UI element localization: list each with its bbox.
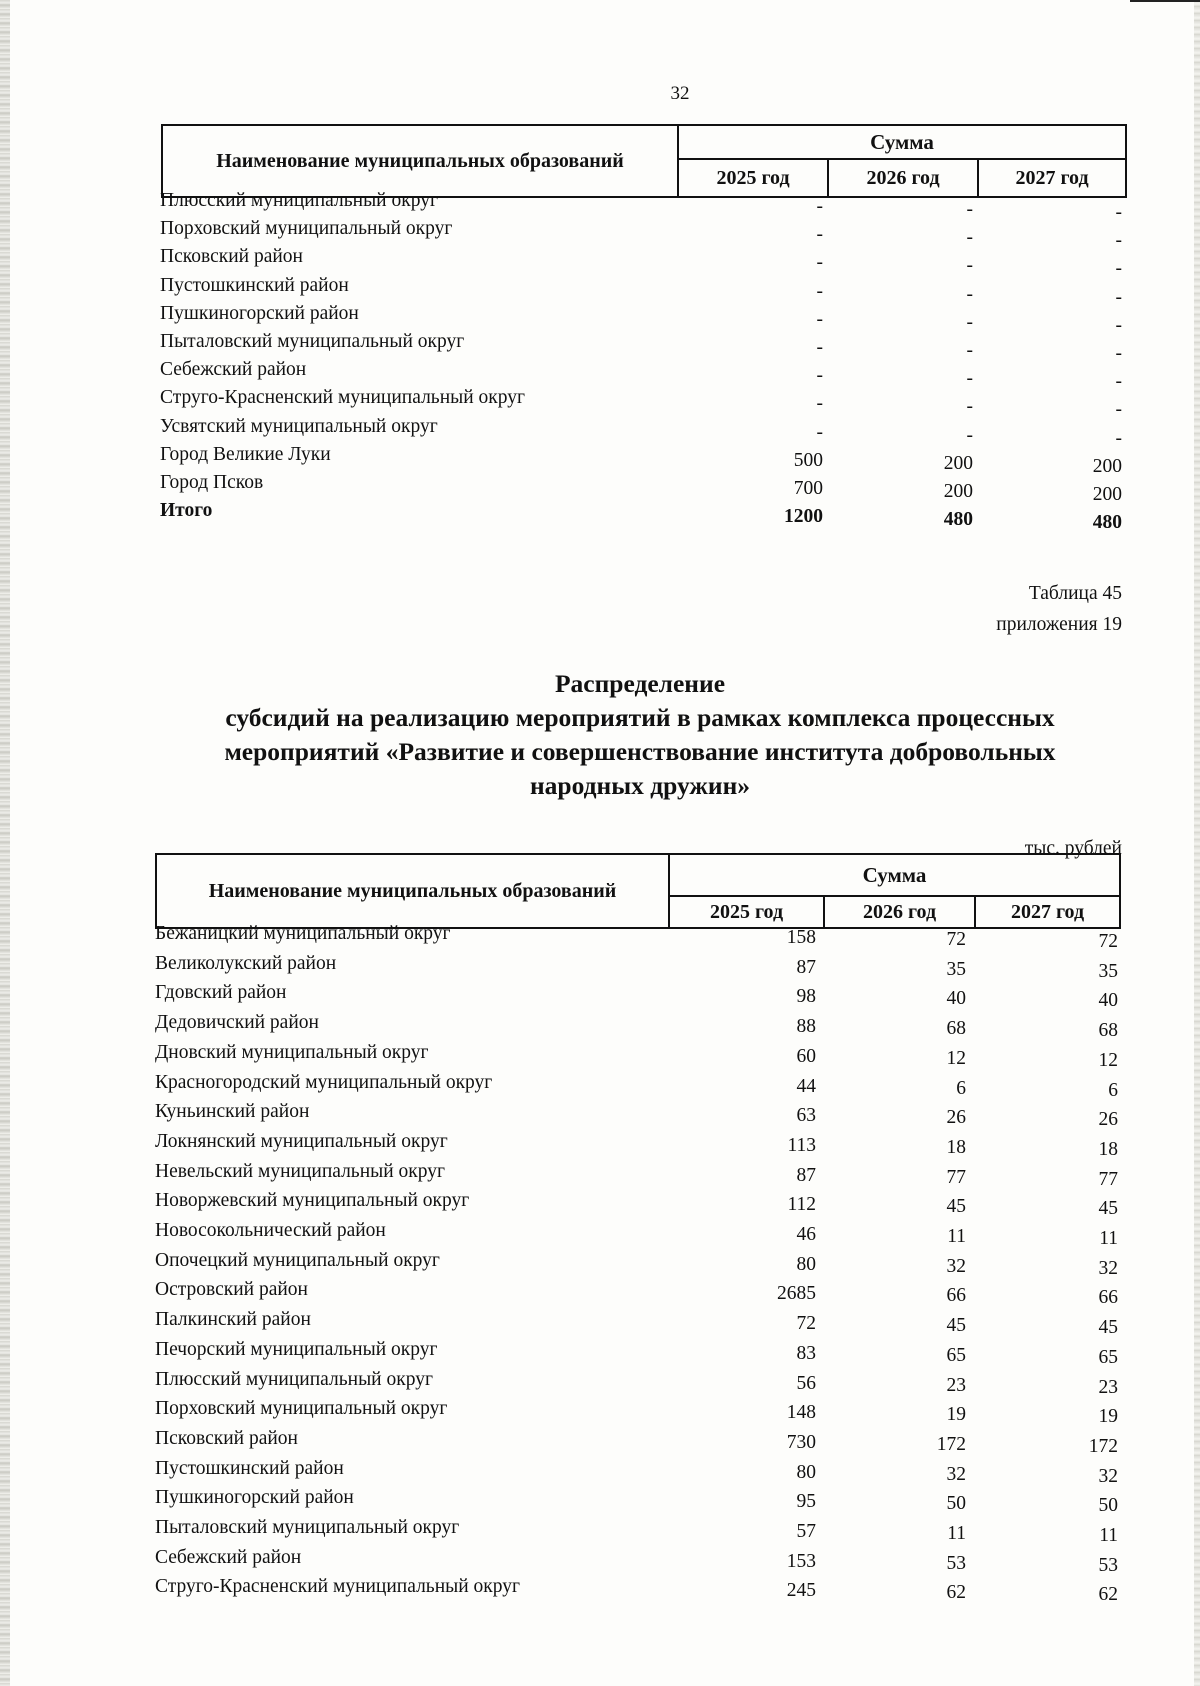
row-value-2026: 35 [946,958,966,980]
row-municipality-name: Пушкиногорский район [160,302,359,324]
row-municipality-name: Пыталовский муниципальный округ [155,1517,460,1538]
row-value-2027: - [1115,258,1122,280]
row-value-2026: - [966,311,973,333]
row-value-2025: 730 [786,1431,816,1453]
row-value-2025: - [816,252,823,274]
row-municipality-name: Гдовский район [155,982,287,1004]
row-municipality-name: Пыталовский муниципальный округ [160,331,465,352]
row-municipality-name: Себежский район [155,1546,302,1568]
row-value-2027: 19 [1098,1406,1118,1428]
row-value-2027: 65 [1098,1346,1118,1368]
table2-year-2026-header: 2026 год [862,900,937,923]
row-value-2027: 45 [1098,1317,1118,1339]
row-municipality-name: Струго-Красненский муниципальный округ [160,387,526,409]
row-value-2025: 72 [796,1313,816,1335]
row-value-2025: 80 [796,1461,816,1483]
table2-header [155,853,1121,929]
row-value-2027: 35 [1098,960,1118,982]
row-value-2026: 18 [946,1136,966,1158]
title-line-4: народных дружин» [529,771,751,800]
row-municipality-name: Невельский муниципальный округ [155,1160,446,1182]
row-value-2027: 200 [1092,455,1122,477]
row-value-2025: 83 [796,1342,816,1364]
row-value-2025: 80 [796,1253,816,1275]
row-value-2027: 200 [1092,484,1122,505]
row-value-2026: - [966,396,973,418]
row-value-2027: - [1115,427,1122,449]
row-value-2026: 45 [946,1196,966,1218]
table-number: Таблица 45 [1028,583,1122,604]
row-value-2026: 65 [946,1344,966,1366]
row-value-2025: 500 [793,449,823,471]
row-value-2026: - [966,255,973,277]
row-value-2027: 45 [1098,1198,1118,1220]
row-value-2025: - [816,421,823,443]
row-value-2025: 245 [786,1580,816,1602]
row-value-2027: - [1115,314,1122,336]
row-municipality-name: Палкинский район [155,1309,311,1331]
row-value-2027: 26 [1098,1109,1118,1131]
row-municipality-name: Порховский муниципальный округ [160,218,453,240]
row-value-2027: 23 [1098,1376,1118,1398]
row-value-2027: 11 [1099,1525,1118,1546]
row-value-2025: 1200 [784,506,823,528]
title-line-1: Распределение [554,669,726,698]
row-value-2026: 12 [946,1047,966,1069]
row-value-2027: 72 [1098,931,1118,952]
row-municipality-name: Бежаницкий муниципальный округ [155,923,451,944]
row-value-2026: 53 [946,1552,966,1574]
row-value-2027: 66 [1098,1287,1118,1309]
units-label: тыс. рублей [1024,838,1122,859]
row-value-2025: - [816,337,823,358]
row-value-2026: 26 [946,1107,966,1129]
row-value-2025: 60 [796,1045,816,1067]
row-value-2025: 46 [796,1224,816,1245]
row-municipality-name: Новосокольнический район [155,1220,386,1241]
row-municipality-name: Струго-Красненский муниципальный округ [155,1576,521,1598]
row-municipality-name: Печорский муниципальный округ [155,1338,438,1360]
row-value-2025: 87 [796,956,816,978]
row-value-2027: 172 [1088,1435,1118,1457]
row-value-2026: - [966,199,973,220]
row-value-2025: - [816,224,823,246]
row-municipality-name: Пустошкинский район [155,1457,344,1479]
row-value-2026: - [966,227,973,249]
row-value-2025: 700 [793,478,823,499]
row-value-2027: 77 [1098,1168,1118,1190]
row-municipality-name: Усвятский муниципальный округ [160,415,438,437]
row-municipality-name: Себежский район [160,359,307,381]
row-value-2026: 23 [946,1374,966,1396]
row-value-2026: 77 [946,1166,966,1188]
row-value-2026: 32 [946,1463,966,1485]
row-value-2027: - [1115,286,1122,308]
row-value-2025: 2685 [777,1283,816,1305]
row-value-2027: - [1115,202,1122,223]
row-value-2025: - [816,280,823,302]
row-value-2027: 6 [1108,1079,1118,1101]
row-value-2027: 40 [1098,990,1118,1012]
row-municipality-name: Город Псков [160,472,264,493]
table1-sum-header: Сумма [870,129,934,154]
row-municipality-name: Итого [160,500,213,522]
row-value-2026: 40 [946,988,966,1010]
row-value-2026: 19 [946,1404,966,1426]
row-municipality-name: Новоржевский муниципальный округ [155,1190,470,1212]
row-value-2025: 63 [796,1105,816,1127]
row-municipality-name: Опочецкий муниципальный округ [155,1249,440,1271]
page-number: 32 [670,83,690,104]
table2-name-col-header: Наименование муниципальных образований [208,879,617,902]
row-value-2025: 158 [786,927,816,948]
row-value-2025: 56 [796,1372,816,1394]
title-line-3: мероприятий «Развитие и совершенствование института добровольных [224,737,1056,766]
row-value-2025: - [816,393,823,415]
table1-year-2026-header: 2026 год [866,166,940,189]
row-municipality-name: Псковский район [155,1427,298,1449]
row-value-2027: 32 [1098,1465,1118,1487]
row-value-2027: - [1115,371,1122,393]
row-value-2025: - [816,308,823,330]
row-value-2027: 18 [1098,1138,1118,1160]
scan-edge-right [1194,0,1200,1686]
appendix-ref: приложения 19 [996,614,1122,635]
row-value-2027: - [1115,343,1122,364]
row-municipality-name: Красногородский муниципальный округ [155,1071,493,1093]
row-value-2026: 45 [946,1315,966,1337]
row-value-2026: 32 [946,1255,966,1277]
table2-sum-header: Сумма [862,862,927,887]
row-value-2026: 200 [943,452,973,474]
row-municipality-name: Дедовичский район [155,1012,319,1034]
row-municipality-name: Порховский муниципальный округ [155,1398,448,1420]
row-value-2026: - [966,340,973,361]
table1-name-col-header: Наименование муниципальных образований [216,149,624,172]
row-value-2027: 53 [1098,1554,1118,1576]
table2-year-2027-header: 2027 год [1010,900,1085,923]
table1-year-2025-header: 2025 год [716,166,790,189]
row-value-2027: 11 [1099,1228,1118,1249]
row-value-2027: 68 [1098,1020,1118,1042]
row-value-2026: - [966,283,973,305]
row-value-2025: - [816,365,823,387]
row-municipality-name: Пушкиногорский район [155,1487,354,1509]
table2-year-2025-header: 2025 год [709,900,784,923]
table1-header [161,124,1127,198]
row-value-2026: 11 [947,1523,966,1544]
row-value-2025: 113 [787,1134,816,1156]
row-value-2027: 62 [1098,1584,1118,1606]
row-municipality-name: Куньинский район [155,1101,310,1123]
row-municipality-name: Локнянский муниципальный округ [155,1130,448,1152]
row-value-2026: 50 [946,1493,966,1515]
row-municipality-name: Плюсский муниципальный округ [155,1368,433,1390]
row-municipality-name: Великолукский район [155,952,337,974]
row-value-2025: 153 [786,1550,816,1572]
row-value-2027: - [1115,230,1122,252]
table1-year-2027-header: 2027 год [1015,166,1089,189]
row-value-2026: 480 [943,509,973,531]
row-value-2025: - [816,196,823,217]
row-value-2026: 11 [947,1226,966,1247]
row-value-2025: 87 [796,1164,816,1186]
row-value-2025: 88 [796,1016,816,1038]
row-value-2026: 72 [946,929,966,950]
row-value-2027: 32 [1098,1257,1118,1279]
row-value-2026: - [966,368,973,390]
row-value-2026: - [966,424,973,446]
row-value-2027: 12 [1098,1049,1118,1071]
row-municipality-name: Город Великие Луки [160,443,331,465]
row-value-2025: 112 [787,1194,816,1216]
row-municipality-name: Дновский муниципальный округ [155,1041,429,1063]
row-value-2027: 50 [1098,1495,1118,1517]
scan-edge-left [0,0,10,1686]
row-municipality-name: Плюсский муниципальный округ [160,190,438,211]
row-municipality-name: Пустошкинский район [160,274,349,296]
row-value-2026: 172 [936,1433,966,1455]
row-value-2027: - [1115,399,1122,421]
row-value-2026: 6 [956,1077,966,1099]
row-value-2025: 44 [796,1075,816,1097]
row-municipality-name: Псковский район [160,246,303,268]
row-municipality-name: Островский район [155,1279,308,1301]
row-value-2025: 95 [796,1491,816,1513]
title-line-2: субсидий на реализацию мероприятий в рамках комплекса процессных [225,703,1055,732]
row-value-2026: 62 [946,1582,966,1604]
row-value-2026: 200 [943,481,973,502]
row-value-2025: 148 [786,1402,816,1424]
row-value-2025: 57 [796,1521,816,1542]
row-value-2026: 66 [946,1285,966,1307]
row-value-2025: 98 [796,986,816,1008]
row-value-2026: 68 [946,1018,966,1040]
scan-top-rule [1130,0,1200,2]
row-value-2027: 480 [1092,512,1122,534]
